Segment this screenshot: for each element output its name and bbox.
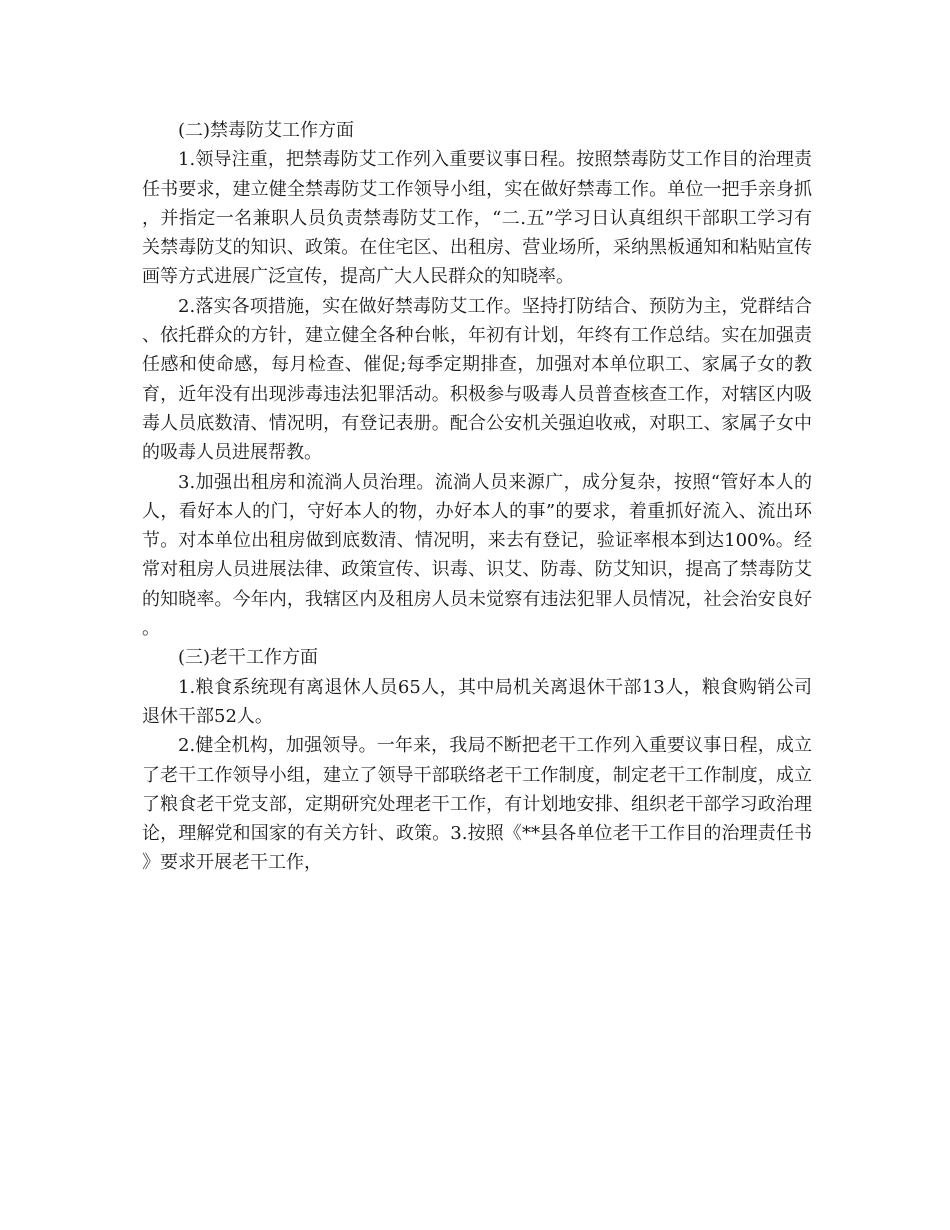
section-heading-veteran-cadres: (三)老干工作方面 — [178, 647, 319, 669]
paragraph-veteran-2: 2.健全机构，加强领导。一年来，我局不断把老干工作列入重要议事日程，成立了老干工作领导小组，建立了领导干部联络老干工作制度，制定老干工作制度，成立了粮食老干党支部，定期研究处理老干工作，有计划地安排、组织老干部学习政治理论，理解党和国家的有关方针、政策。3.按照《**县各单位老干工作目的治理责任书》要求开展老干工作， — [142, 735, 812, 874]
paragraph-veteran-1: 1.粮食系统现有离退休人员65人，其中局机关离退休干部13人，粮食购销公司退休干部52人。 — [142, 676, 812, 727]
paragraph-anti-drug-3: 3.加强出租房和流淌人员治理。流淌人员来源广，成分复杂，按照“管好本人的人，看好本人的门，守好本人的物，办好本人的事”的要求，着重抓好流入、流出环节。对本单位出租房做到底数清、情况明，来去有登记，验证率根本到达100%。经常对租房人员进展法律、政策宣传、识毒、识艾、防毒、防艾知识，提高了禁毒防艾的知晓率。今年内，我辖区内及租房人员未觉察有违法犯罪人员情况，社会治安良好。 — [142, 471, 812, 640]
section-heading-anti-drug: (二)禁毒防艾工作方面 — [178, 120, 355, 141]
paragraph-anti-drug-2: 2.落实各项措施，实在做好禁毒防艾工作。坚持打防结合、预防为主，党群结合、依托群众的方针，建立健全各种台帐，年初有计划，年终有工作总结。实在加强责任感和使命感，每月检查、催促;每季定期排查，加强对本单位职工、家属子女的教育，近年没有出现涉毒违法犯罪活动。积极参与吸毒人员普查核查工作，对辖区内吸毒人员底数清、情况明，有登记表册。配合公安机关强迫收戒，对职工、家属子女中的吸毒人员进展帮教。 — [142, 295, 812, 464]
document-body — [142, 116, 812, 878]
paragraph-anti-drug-1: 1.领导注重，把禁毒防艾工作列入重要议事日程。按照禁毒防艾工作目的治理责任书要求，建立健全禁毒防艾工作领导小组，实在做好禁毒工作。单位一把手亲身抓，并指定一名兼职人员负责禁毒防艾工作，“二.五”学习日认真组织干部职工学习有关禁毒防艾的知识、政策。在住宅区、出租房、营业场所，采纳黑板通知和粘贴宣传画等方式进展广泛宣传，提高广大人民群众的知晓率。 — [142, 149, 812, 288]
